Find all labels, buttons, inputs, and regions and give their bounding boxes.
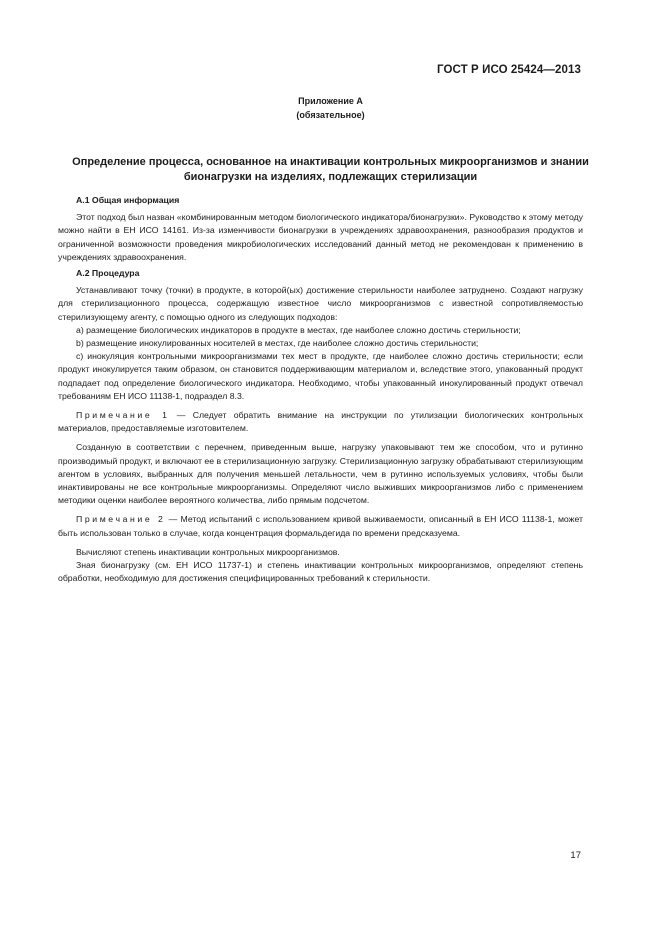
annex-title: Определение процесса, основанное на инактивации контрольных микроорганизмов и знании бионагрузки на изделиях, подлежащих стерилизации (72, 156, 589, 183)
paragraph: Зная бионагрузку (см. ЕН ИСО 11737-1) и степень инактивации контрольных микроорганизмов, определяют степень обработки, необходимую для достижения специфицированных требований к стерильности. (58, 560, 583, 584)
note-text: — Следует обратить внимание на инструкции по утилизации биологических контрольных материалов, предоставляемые изготовителем. (58, 410, 583, 434)
note (58, 409, 583, 435)
annex-type: (обязательное) (296, 110, 365, 120)
section-heading: А.2 Процедура (76, 268, 140, 279)
document-code: ГОСТ Р ИСО 25424—2013 (436, 64, 581, 76)
annex-label: Приложение А (298, 96, 363, 106)
page-number: 17 (570, 850, 581, 861)
note (58, 513, 583, 539)
list-item: с) инокуляция контрольными микроорганизмами тех мест в продукте, где наиболее сложно достичь стерильности; если продукт инокулируется таким образом, он становится поддерживающим материалом и, вследствие этого, упакованный продукт подпадает под определение биологического индикатора. Необходимо, чтобы упакованный инокулированный продукт отвечал требованиям ЕН ИСО 11138-1, подраздел 8.3. (58, 351, 583, 401)
section-heading: А.1 Общая информация (76, 195, 180, 205)
annex-body (58, 194, 583, 585)
note-text: — Метод испытаний с использованием кривой выживаемости, описанный в ЕН ИСО 11138-1, может быть использован только в случае, когда концентрация формальдегида по времени предсказуема. (58, 514, 583, 538)
list-item: b) размещение инокулированных носителей в местах, где наиболее сложно достичь стерильности; (76, 338, 479, 349)
annex-block (0, 94, 661, 122)
paragraph: Устанавливают точку (точки) в продукте, в которой(ых) достижение стерильности наиболее затруднено. Создают нагрузку для стерилизационного процесса, содержащую известное число микроорганизмов с известной сопротивляемостью стерилизующему агенту, с помощью одного из следующих подходов: (58, 285, 583, 322)
paragraph: Этот подход был назван «комбинированным методом биологического индикатора/бионагрузки». Руководство к этому методу можно найти в ЕН ИСО 14161. Из-за изменчивости бионагрузки в учреждениях здравоохранения, разнообразия продуктов и ограниченной возможности проведения микробиологических исследований данный метод не рекомендован к применению в учреждениях здравоохранения. (58, 212, 583, 262)
note-label: Примечание 2 (76, 514, 166, 525)
paragraph: Созданную в соответствии с перечнем, приведенным выше, нагрузку упаковывают тем же способом, что и рутинно производимый продукт, и включают ее в стерилизационную загрузку. Стерилизационную загрузку обрабатывают стерилизующим агентом в условиях, выбранных для получения меньшей летальности, чем в рутинно используемых условиях, чтобы были инактивированы не все контрольные микроорганизмы. Определяют число выживших микроорганизмов либо с применением методики оценки наиболее вероятного количества, либо прямым подсчетом. (58, 442, 583, 506)
list-item: а) размещение биологических индикаторов в продукте в местах, где наиболее сложно достичь стерильности; (76, 324, 521, 335)
note-label: Примечание 1 (76, 410, 170, 421)
paragraph: Вычисляют степень инактивации контрольных микроорганизмов. (76, 546, 340, 557)
